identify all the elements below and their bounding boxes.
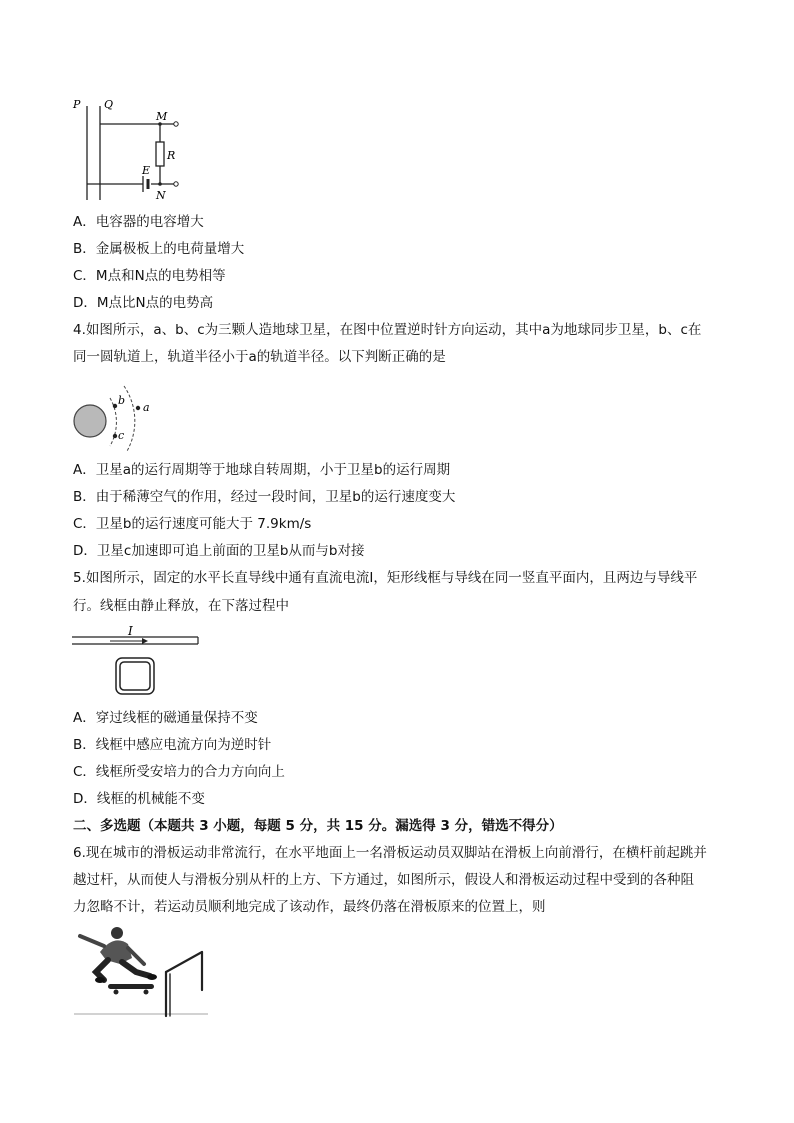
label-c: c bbox=[118, 429, 125, 442]
q5-option-a: A．穿过线框的磁通量保持不变 bbox=[73, 710, 258, 726]
label-q: Q bbox=[104, 98, 114, 111]
q5-option-d: D．线框的机械能不变 bbox=[73, 791, 205, 807]
section-heading-multiple-choice: 二、多选题（本题共 3 小题，每题 5 分，共 15 分。漏选得 3 分，错选不得分） bbox=[73, 818, 563, 834]
q3-option-c: C．M点和N点的电势相等 bbox=[73, 268, 226, 284]
label-a: a bbox=[143, 401, 150, 414]
q5-option-c: C．线框所受安培力的合力方向向上 bbox=[73, 764, 285, 780]
label-r: R bbox=[167, 149, 176, 162]
q3-option-b: B．金属极板上的电荷量增大 bbox=[73, 241, 245, 257]
q5-stem-line1: 5.如图所示，固定的水平长直导线中通有直流电流I，矩形线框与导线在同一竖直平面内，且两边与导线平 bbox=[73, 570, 698, 586]
satellite-orbit-figure bbox=[70, 376, 170, 452]
q4-option-a: A．卫星a的运行周期等于地球自转周期，小于卫星b的运行周期 bbox=[73, 462, 451, 478]
label-m: M bbox=[156, 110, 168, 123]
wire-loop-figure bbox=[70, 622, 202, 698]
q4-option-b: B．由于稀薄空气的作用，经过一段时间，卫星b的运行速度变大 bbox=[73, 489, 456, 505]
q5-stem-line2: 行。线框由静止释放，在下落过程中 bbox=[73, 598, 289, 614]
label-p: P bbox=[73, 98, 81, 111]
q4-option-d: D．卫星c加速即可追上前面的卫星b从而与b对接 bbox=[73, 543, 365, 559]
q6-stem-line1: 6.现在城市的滑板运动非常流行，在水平地面上一名滑板运动员双脚站在滑板上向前滑行，在横杆前起跳并 bbox=[73, 845, 707, 861]
q4-stem-line1: 4.如图所示，a、b、c为三颗人造地球卫星，在图中位置逆时针方向运动，其中a为地球同步卫星，b、c在 bbox=[73, 322, 702, 338]
q3-option-d: D．M点比N点的电势高 bbox=[73, 295, 214, 311]
q5-option-b: B．线框中感应电流方向为逆时针 bbox=[73, 737, 272, 753]
q4-option-c: C．卫星b的运行速度可能大于 7.9km/s bbox=[73, 516, 312, 532]
q6-stem-line2: 越过杆，从而使人与滑板分别从杆的上方、下方通过，如图所示，假设人和滑板运动过程中受到的各种阻 bbox=[73, 872, 694, 888]
capacitor-circuit-figure bbox=[70, 94, 190, 204]
label-n: N bbox=[156, 189, 166, 202]
label-i: I bbox=[128, 624, 133, 638]
q6-stem-line3: 力忽略不计，若运动员顺利地完成了该动作，最终仍落在滑板原来的位置上，则 bbox=[73, 899, 546, 915]
q4-stem-line2: 同一圆轨道上，轨道半径小于a的轨道半径。以下判断正确的是 bbox=[73, 349, 446, 365]
skateboarder-figure bbox=[70, 924, 215, 1018]
q3-option-a: A．电容器的电容增大 bbox=[73, 214, 204, 230]
label-e: E bbox=[142, 164, 151, 177]
label-b: b bbox=[118, 394, 126, 407]
